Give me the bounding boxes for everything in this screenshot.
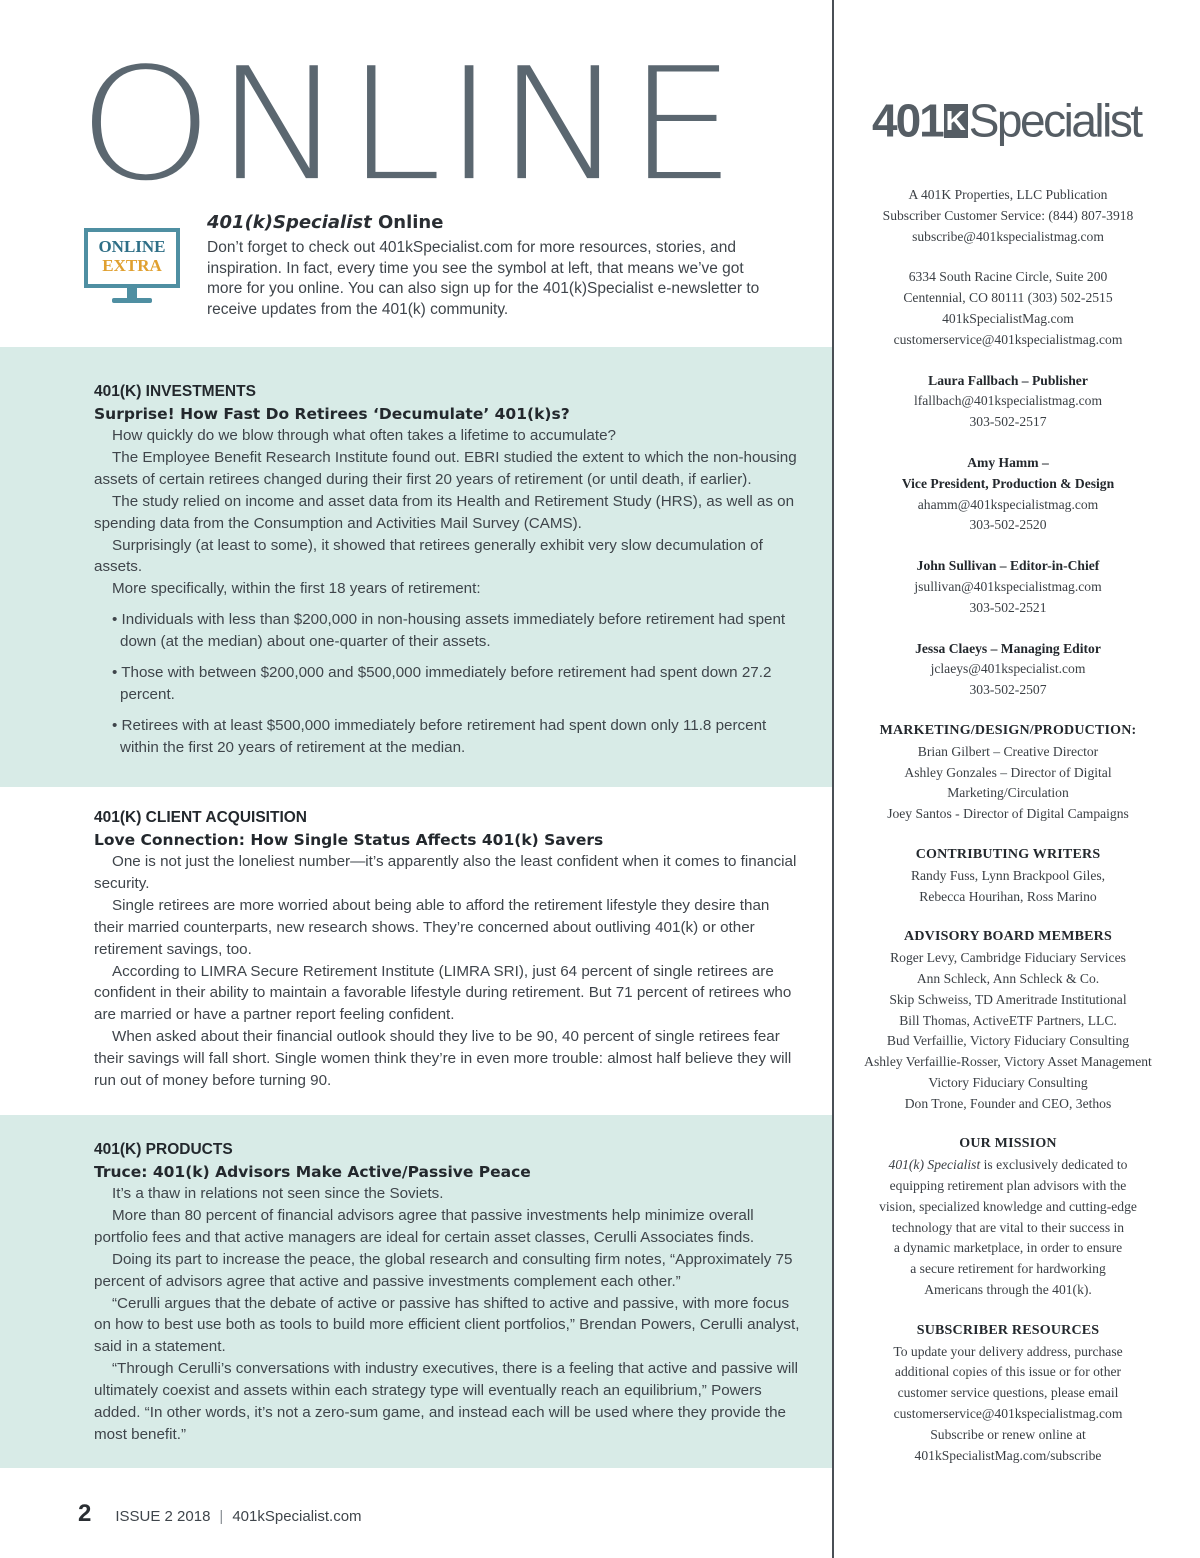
article-paragraph: The study relied on income and asset data from its Health and Retirement Study (HRS), as well as on spending data from the Consumption and Activities Mail Survey (CAMS).	[94, 492, 795, 532]
list-item: • Individuals with less than $200,000 in non-housing assets immediately before retirement had spent down (at the median) about one-quarter of their assets.	[94, 609, 800, 653]
article-investments	[94, 381, 800, 768]
customer-service-line: Subscriber Customer Service: (844) 807-3918	[882, 207, 1134, 223]
article-bullet-list	[94, 609, 800, 758]
monitor-stand	[127, 288, 137, 298]
article-category: 401(K) INVESTMENTS	[94, 383, 256, 400]
staff-name: Laura Fallbach – Publisher	[928, 372, 1088, 388]
issue-label: ISSUE 2 2018	[115, 1508, 211, 1525]
advisory-board	[846, 927, 1170, 1114]
staff-vp	[846, 453, 1170, 536]
resources-email[interactable]: customerservice@401kspecialistmag.com	[893, 1406, 1123, 1422]
intro-title-brand: 401(k)Specialist	[207, 212, 372, 233]
mission-line: a secure retirement for hardworking	[910, 1261, 1106, 1277]
article-paragraph: More than 80 percent of financial advisors agree that passive investments help minimize overall portfolio fees and that active managers are ideal for certain asset classes, Cerulli Associates finds.	[94, 1206, 755, 1246]
article-paragraph: One is not just the loneliest number—it’s apparently also the least confident when it comes to financial security.	[94, 853, 797, 892]
staff-phone: 303-502-2517	[969, 414, 1047, 430]
article-client-acquisition	[94, 807, 800, 1092]
resources-line: customer service questions, please email	[897, 1385, 1119, 1401]
section-heading: SUBSCRIBER RESOURCES	[916, 1322, 1100, 1338]
staff-email[interactable]: lfallbach@401kspecialistmag.com	[913, 393, 1103, 409]
writers-line: Rebecca Hourihan, Ross Marino	[919, 888, 1097, 904]
marketing-team	[846, 721, 1170, 825]
logo-word: Specialist	[968, 94, 1141, 147]
staff-phone: 303-502-2507	[969, 682, 1047, 698]
article-category: 401(K) CLIENT ACQUISITION	[94, 809, 307, 826]
staff-email[interactable]: ahamm@401kspecialistmag.com	[917, 496, 1099, 512]
article-paragraph: Surprisingly (at least to some), it showed that retirees generally exhibit very slow decumulation of assets.	[94, 536, 763, 576]
service-email[interactable]: customerservice@401kspecialistmag.com	[893, 331, 1123, 347]
team-member: Marketing/Circulation	[947, 785, 1069, 801]
address-line: Centennial, CO 80111 (303) 502-2515	[903, 290, 1113, 306]
section-heading: MARKETING/DESIGN/PRODUCTION:	[879, 722, 1137, 738]
mission-line: Americans through the 401(k).	[924, 1282, 1092, 1298]
article-paragraph: Doing its part to increase the peace, the global research and consulting firm notes, “Approximately 75 percent of advisors agree that active and passive investments complement each other.”	[94, 1250, 793, 1290]
mission-line: a dynamic marketplace, in order to ensure	[893, 1240, 1123, 1256]
staff-name: Jessa Claeys – Managing Editor	[915, 640, 1101, 656]
section-heading: ADVISORY BOARD MEMBERS	[904, 929, 1112, 945]
article-paragraph: How quickly do we blow through what often takes a lifetime to accumulate?	[112, 427, 616, 444]
article-headline: Truce: 401(k) Advisors Make Active/Passive Peace	[94, 1163, 531, 1181]
article-headline: Surprise! How Fast Do Retirees ‘Decumulate’ 401(k)s?	[94, 405, 570, 423]
monitor-base	[112, 298, 152, 303]
logo-number: 401	[872, 94, 943, 147]
masthead-blocks	[846, 185, 1170, 1486]
list-item: • Those with between $200,000 and $500,000 immediately before retirement had spent down 27.2 percent.	[94, 662, 800, 706]
resources-line: additional copies of this issue or for other	[894, 1364, 1122, 1380]
staff-publisher	[846, 371, 1170, 433]
logo-k-box: K	[945, 105, 966, 136]
staff-name: Amy Hamm –	[967, 454, 1049, 470]
intro-body: Don’t forget to check out 401kSpecialist.com for more resources, stories, and inspiration. In fact, every time you see the symbol at left, that means we’ve got more for you online. You can also sign up for the 401(k)Specialist e-newsletter to receive updates from the 401(k) community.	[207, 239, 760, 318]
column-divider	[832, 0, 834, 1558]
website-link[interactable]: 401kSpecialistMag.com	[942, 310, 1074, 326]
mission-line: equipping retirement plan advisors with the	[889, 1178, 1127, 1194]
writers-line: Randy Fuss, Lynn Brackpool Giles,	[910, 867, 1106, 883]
staff-phone: 303-502-2521	[969, 599, 1047, 615]
board-member: Ann Schleck, Ann Schleck & Co.	[916, 970, 1100, 986]
list-item: • Retirees with at least $500,000 immediately before retirement had spent down only 11.8 percent within the first 20 years of retirement at the median.	[94, 715, 800, 759]
intro-title-rest: Online	[371, 212, 444, 233]
board-member: Bud Verfaillie, Victory Fiduciary Consulting	[886, 1033, 1130, 1049]
staff-email[interactable]: jclaeys@401kspecialist.com	[930, 661, 1086, 677]
board-member: Roger Levy, Cambridge Fiduciary Services	[890, 950, 1126, 966]
online-extra-badge	[84, 228, 180, 306]
section-heading: OUR MISSION	[959, 1136, 1057, 1152]
article-paragraph: According to LIMRA Secure Retirement Institute (LIMRA SRI), just 64 percent of single retirees are confident in their ability to maintain a favorable lifestyle during retirement. But 71 percent of retirees who are married or have a partner report feeling confident.	[94, 962, 792, 1024]
subscribe-email[interactable]: subscribe@401kspecialistmag.com	[912, 228, 1104, 244]
publication-info	[846, 185, 1170, 247]
staff-title: Vice President, Production & Design	[901, 475, 1115, 491]
footer-separator: |	[219, 1508, 224, 1525]
article-paragraph: It’s a thaw in relations not seen since the Soviets.	[112, 1185, 444, 1202]
mission-brand: 401(k) Specialist	[888, 1157, 981, 1173]
article-category: 401(K) PRODUCTS	[94, 1141, 233, 1158]
site-link[interactable]: 401kSpecialist.com	[232, 1508, 362, 1525]
mission-line: technology that are vital to their success in	[891, 1219, 1125, 1235]
publisher-line: A 401K Properties, LLC Publication	[908, 187, 1108, 202]
article-products	[94, 1139, 800, 1446]
board-member: Bill Thomas, ActiveETF Partners, LLC.	[899, 1012, 1117, 1028]
address-line: 6334 South Racine Circle, Suite 200	[908, 269, 1108, 285]
team-member: Joey Santos - Director of Digital Campaigns	[887, 806, 1129, 822]
online-extra-line2: EXTRA	[102, 256, 162, 275]
page-title: ONLINE	[78, 34, 738, 215]
mission-text: is exclusively dedicated to	[980, 1157, 1128, 1173]
article-paragraph: When asked about their financial outlook should they live to be 90, 40 percent of single retirees fear their savings will fall short. Single women think they’re in even more trouble: almost half believe they will run out of money before turning 90.	[94, 1028, 792, 1090]
contributing-writers	[846, 845, 1170, 907]
article-headline: Love Connection: How Single Status Affects 401(k) Savers	[94, 831, 604, 849]
online-extra-line1: ONLINE	[98, 237, 166, 256]
resources-line: To update your delivery address, purchase	[893, 1343, 1123, 1359]
staff-editor	[846, 556, 1170, 618]
team-member: Ashley Gonzales – Director of Digital	[904, 764, 1112, 780]
article-paragraph: Single retirees are more worried about being able to afford the retirement lifestyle they desire than their married counterparts, new research shows. They’re concerned about outliving 401(k) or other retirement savings, too.	[94, 896, 770, 958]
mission-line: vision, specialized knowledge and cutting-edge	[879, 1198, 1137, 1214]
article-paragraph: “Cerulli argues that the debate of active or passive has shifted to active and passive, with more focus on how to best use both as tools to build more efficient client portfolios,” Brendan Powers, Cerulli analyst, said in a statement.	[94, 1294, 800, 1356]
article-paragraph: The Employee Benefit Research Institute found out. EBRI studied the extent to which the non-housing assets of certain retirees changed during their first 20 years of retirement (or until death, if earlier).	[94, 448, 797, 488]
resources-line: Subscribe or renew online at	[930, 1426, 1086, 1442]
staff-name: John Sullivan – Editor-in-Chief	[916, 558, 1100, 574]
board-member: Skip Schweiss, TD Ameritrade Institutional	[889, 991, 1127, 1007]
team-member: Brian Gilbert – Creative Director	[917, 743, 1099, 759]
subscriber-resources	[846, 1321, 1170, 1467]
address-info	[846, 267, 1170, 350]
subscribe-link[interactable]: 401kSpecialistMag.com/subscribe	[914, 1447, 1102, 1463]
publication-logo	[872, 94, 1144, 164]
board-member: Don Trone, Founder and CEO, 3ethos	[904, 1095, 1112, 1111]
board-member: Victory Fiduciary Consulting	[928, 1074, 1088, 1090]
intro-title	[207, 212, 767, 233]
article-paragraph: “Through Cerulli’s conversations with industry executives, there is a feeling that active and passive will ultimately coexist and assets within each strategy type will eventually reach an equilibrium,” Powers added. “In other words, it’s not a zero-sum game, and instead each will be used where they provide the most benefit.”	[94, 1360, 799, 1443]
staff-phone: 303-502-2520	[969, 517, 1047, 533]
intro-block	[207, 212, 767, 320]
article-paragraph: More specifically, within the first 18 years of retirement:	[112, 580, 481, 598]
mission-line	[846, 1155, 1170, 1176]
page-footer	[78, 1500, 362, 1534]
section-heading: CONTRIBUTING WRITERS	[915, 846, 1101, 862]
staff-email[interactable]: jsullivan@401kspecialistmag.com	[914, 578, 1102, 594]
our-mission	[846, 1134, 1170, 1300]
monitor-icon	[84, 228, 180, 288]
staff-managing-editor	[846, 639, 1170, 701]
page-number: 2	[78, 1500, 92, 1527]
board-member: Ashley Verfaillie-Rosser, Victory Asset Management	[864, 1054, 1152, 1070]
